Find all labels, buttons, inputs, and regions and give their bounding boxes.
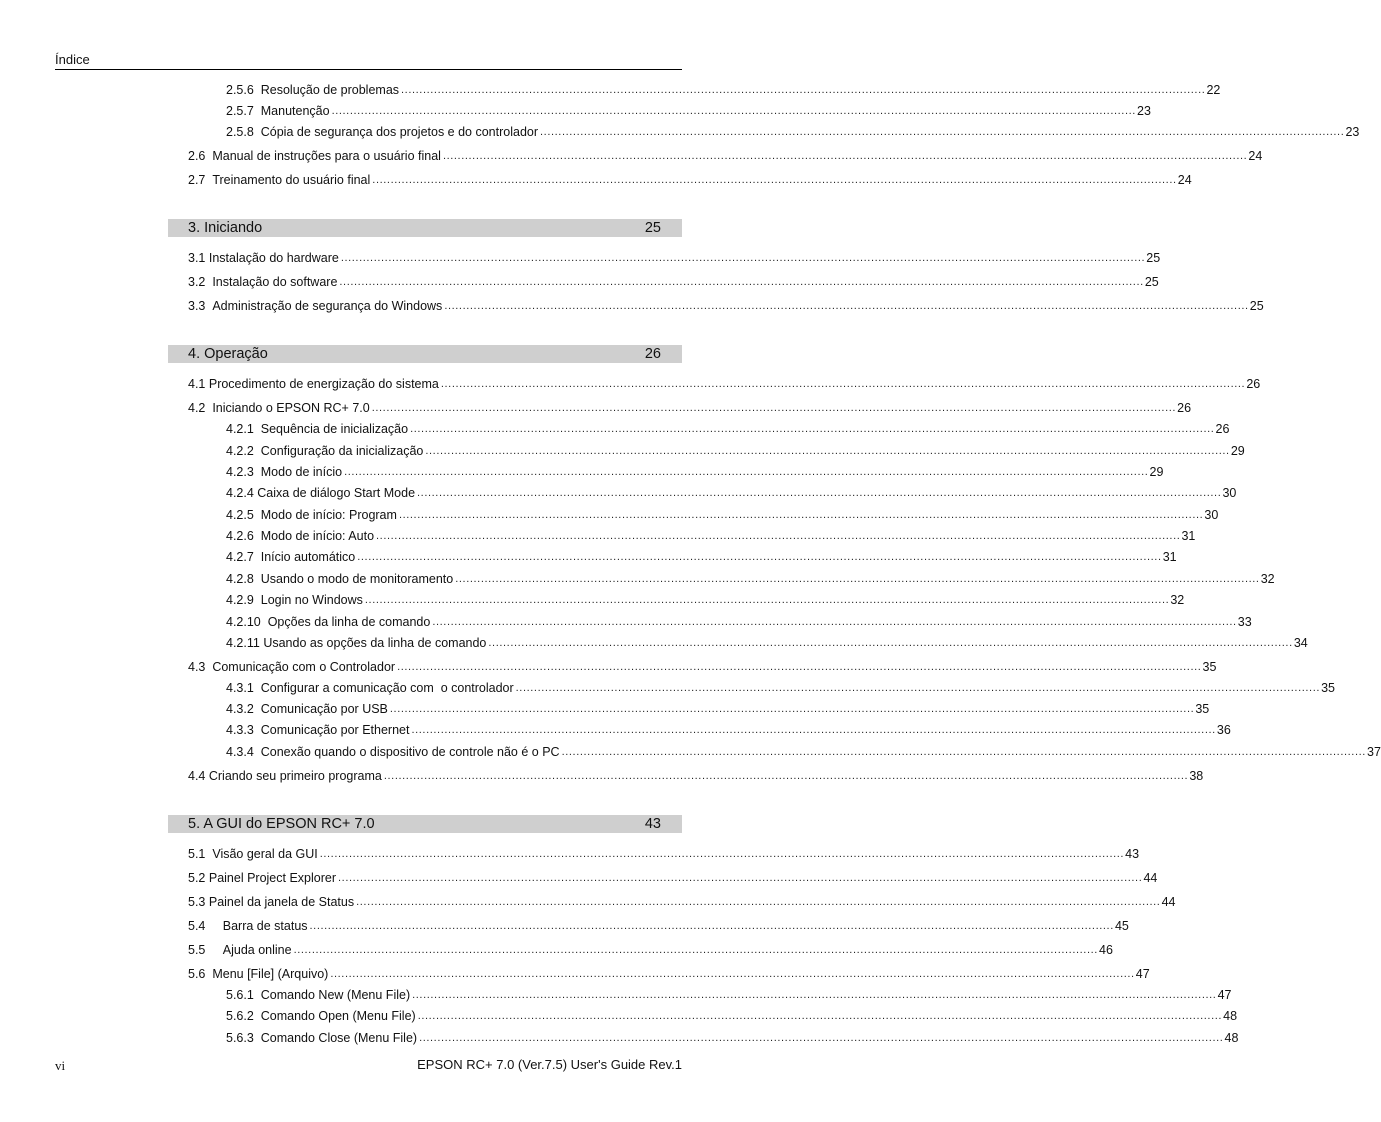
toc-entry-title: Usando as opções da linha de comando bbox=[263, 636, 487, 650]
section-heading bbox=[168, 219, 682, 237]
toc-entry-title: Comunicação por Ethernet bbox=[260, 723, 410, 737]
toc-entry bbox=[226, 419, 1230, 437]
toc-entry-page: 34 bbox=[1293, 636, 1308, 650]
toc-entry-number: 4.3 bbox=[188, 660, 213, 674]
toc-entry-page: 32 bbox=[1170, 593, 1185, 607]
toc-entry-number: 4.2.11 bbox=[226, 636, 264, 650]
toc-entry bbox=[226, 590, 1185, 608]
toc-entry bbox=[188, 146, 1263, 164]
toc-entry-number: 4.3.4 bbox=[226, 745, 261, 759]
toc-entry-page: 48 bbox=[1224, 1031, 1239, 1045]
toc-entry-page: 24 bbox=[1177, 173, 1192, 187]
toc-entry-title: Usando o modo de monitoramento bbox=[260, 572, 454, 586]
toc-entry-title: Configuração da inicialização bbox=[260, 444, 424, 458]
toc-entry-number: 5.6 bbox=[188, 967, 213, 981]
toc-entry bbox=[188, 916, 1129, 934]
toc-entry-title: Iniciando o EPSON RC+ 7.0 bbox=[212, 401, 370, 415]
toc-entry bbox=[226, 462, 1164, 480]
section-heading bbox=[168, 815, 682, 833]
toc-entry-title: Manual de instruções para o usuário final bbox=[212, 149, 441, 163]
toc-entry-number: 4.2.5 bbox=[226, 508, 261, 522]
toc-entry-number: 4.2.2 bbox=[226, 444, 261, 458]
toc-entry-title: Administração de segurança do Windows bbox=[212, 299, 443, 313]
toc-dot-leader: ............................................................................................................................................................................................................................ bbox=[401, 84, 1206, 96]
toc-entry-number: 5.2 bbox=[188, 871, 209, 885]
toc-entry-page: 43 bbox=[1125, 847, 1140, 861]
toc-dot-leader: ............................................................................................................................................................................................................................ bbox=[356, 896, 1161, 908]
toc-dot-leader: ............................................................................................................................................................................................................................ bbox=[371, 402, 1177, 414]
toc-entry-page: 26 bbox=[1246, 377, 1261, 391]
toc-dot-leader: ............................................................................................................................................................................................................................ bbox=[488, 637, 1293, 649]
toc-entry-title: Caixa de diálogo Start Mode bbox=[257, 486, 416, 500]
toc-entry-title: Resolução de problemas bbox=[260, 83, 400, 97]
toc-dot-leader: ............................................................................................................................................................................................................................ bbox=[364, 594, 1170, 606]
footer-page-number: vi bbox=[55, 1058, 66, 1073]
toc-entry bbox=[188, 374, 1261, 392]
toc-entry bbox=[226, 699, 1210, 717]
toc-dot-leader: ............................................................................................................................................................................................................................ bbox=[344, 466, 1149, 478]
toc-entry-page: 31 bbox=[1181, 529, 1196, 543]
toc-entry-title: Visão geral da GUI bbox=[212, 847, 318, 861]
toc-entry-number: 5.3 bbox=[188, 895, 209, 909]
toc-entry bbox=[226, 547, 1177, 565]
toc-entry-page: 26 bbox=[1177, 401, 1192, 415]
toc-entry bbox=[188, 844, 1140, 862]
toc-dot-leader: ............................................................................................................................................................................................................................ bbox=[561, 746, 1366, 758]
toc-entry-page: 30 bbox=[1204, 508, 1219, 522]
toc-entry-number: 5.1 bbox=[188, 847, 213, 861]
toc-entry bbox=[188, 272, 1159, 290]
toc-entry-number: 4.2.9 bbox=[226, 593, 261, 607]
toc-entry-title: Treinamento do usuário final bbox=[212, 173, 371, 187]
toc-dot-leader: ............................................................................................................................................................................................................................ bbox=[293, 944, 1098, 956]
toc-entry-title: Modo de início: Auto bbox=[260, 529, 375, 543]
toc-entry-title: Início automático bbox=[260, 550, 356, 564]
toc-entry-page: 45 bbox=[1114, 919, 1129, 933]
toc-entry-number: 2.5.6 bbox=[226, 83, 261, 97]
page-header-title: Índice bbox=[55, 52, 90, 67]
toc-dot-leader: ............................................................................................................................................................................................................................ bbox=[330, 968, 1135, 980]
toc-dot-leader: ............................................................................................................................................................................................................................ bbox=[339, 276, 1144, 288]
toc-entry bbox=[188, 398, 1192, 416]
toc-entry-page: 48 bbox=[1223, 1009, 1238, 1023]
toc-entry-title: Instalação do hardware bbox=[208, 251, 339, 265]
toc-dot-leader: ............................................................................................................................................................................................................................ bbox=[338, 872, 1143, 884]
toc-entry-number: 5.6.1 bbox=[226, 988, 261, 1002]
toc-entry-title: Comando Close (Menu File) bbox=[260, 1031, 418, 1045]
toc-dot-leader: ............................................................................................................................................................................................................................ bbox=[376, 530, 1181, 542]
toc-entry-page: 25 bbox=[1146, 251, 1161, 265]
toc-entry-page: 30 bbox=[1222, 486, 1237, 500]
toc-entry-number: 4.3.3 bbox=[226, 723, 261, 737]
toc-dot-leader: ............................................................................................................................................................................................................................ bbox=[383, 770, 1189, 782]
toc-dot-leader: ............................................................................................................................................................................................................................ bbox=[319, 848, 1125, 860]
toc-dot-leader: ............................................................................................................................................................................................................................ bbox=[397, 661, 1202, 673]
toc-dot-leader: ............................................................................................................................................................................................................................ bbox=[442, 150, 1248, 162]
toc-entry-page: 23 bbox=[1345, 125, 1360, 139]
toc-entry-title: Comunicação com o Controlador bbox=[212, 660, 396, 674]
toc-entry-title: Cópia de segurança dos projetos e do controlador bbox=[260, 125, 539, 139]
toc-entry bbox=[226, 985, 1232, 1003]
toc-entry-title: Opções da linha de comando bbox=[267, 615, 431, 629]
toc-dot-leader: ............................................................................................................................................................................................................................ bbox=[410, 423, 1215, 435]
toc-entry-page: 31 bbox=[1162, 550, 1177, 564]
toc-entry bbox=[188, 657, 1217, 675]
toc-entry-page: 29 bbox=[1230, 444, 1245, 458]
toc-entry bbox=[226, 122, 1360, 140]
toc-entry-number: 2.5.8 bbox=[226, 125, 261, 139]
toc-entry bbox=[226, 742, 1381, 760]
toc-entry bbox=[226, 80, 1221, 98]
toc-entry-number: 3.2 bbox=[188, 275, 213, 289]
toc-entry-number: 4.2.7 bbox=[226, 550, 261, 564]
toc-entry-page: 35 bbox=[1321, 681, 1336, 695]
footer-document-title: EPSON RC+ 7.0 (Ver.7.5) User's Guide Rev.1 bbox=[417, 1057, 682, 1072]
toc-dot-leader: ............................................................................................................................................................................................................................ bbox=[419, 1032, 1224, 1044]
toc-entry bbox=[188, 296, 1264, 314]
toc-entry-title: Painel Project Explorer bbox=[208, 871, 337, 885]
toc-dot-leader: ............................................................................................................................................................................................................................ bbox=[417, 487, 1222, 499]
toc-entry-title: Instalação do software bbox=[212, 275, 338, 289]
toc-entry-number: 2.7 bbox=[188, 173, 213, 187]
toc-dot-leader: ............................................................................................................................................................................................................................ bbox=[309, 920, 1114, 932]
toc-entry-number: 3.1 bbox=[188, 251, 209, 265]
toc-dot-leader: ............................................................................................................................................................................................................................ bbox=[340, 252, 1146, 264]
toc-entry-title: Comando Open (Menu File) bbox=[260, 1009, 416, 1023]
toc-entry-number: 4.4 bbox=[188, 769, 209, 783]
toc-entry bbox=[188, 868, 1158, 886]
section-page-number: 43 bbox=[644, 816, 661, 832]
toc-entry-title: Manutenção bbox=[260, 104, 330, 118]
toc-entry-page: 33 bbox=[1237, 615, 1252, 629]
toc-dot-leader: ............................................................................................................................................................................................................................ bbox=[389, 703, 1195, 715]
toc-entry bbox=[226, 101, 1151, 119]
toc-entry-page: 44 bbox=[1161, 895, 1176, 909]
toc-entry-title: Modo de início: Program bbox=[260, 508, 397, 522]
section-title: 5. A GUI do EPSON RC+ 7.0 bbox=[188, 816, 375, 832]
toc-dot-leader: ............................................................................................................................................................................................................................ bbox=[515, 682, 1321, 694]
toc-entry-title: Login no Windows bbox=[260, 593, 363, 607]
toc-entry-number: 4.3.2 bbox=[226, 702, 261, 716]
toc-dot-leader: ............................................................................................................................................................................................................................ bbox=[417, 1010, 1223, 1022]
toc-entry-page: 32 bbox=[1260, 572, 1275, 586]
toc-entry-number: 5.6.3 bbox=[226, 1031, 261, 1045]
toc-entry-title: Modo de início bbox=[260, 465, 343, 479]
toc-entry-number: 5.4 bbox=[188, 919, 223, 933]
toc-dot-leader: ............................................................................................................................................................................................................................ bbox=[432, 616, 1237, 628]
toc-entry bbox=[226, 505, 1219, 523]
toc-entry-number: 2.5.7 bbox=[226, 104, 261, 118]
toc-entry-number: 4.1 bbox=[188, 377, 209, 391]
toc-dot-leader: ............................................................................................................................................................................................................................ bbox=[425, 445, 1230, 457]
toc-entry bbox=[226, 1028, 1239, 1046]
toc-dot-leader: ............................................................................................................................................................................................................................ bbox=[411, 724, 1216, 736]
toc-dot-leader: ............................................................................................................................................................................................................................ bbox=[357, 551, 1162, 563]
toc-entry bbox=[226, 483, 1237, 501]
toc-entry-page: 25 bbox=[1144, 275, 1159, 289]
toc-entry-number: 4.2.6 bbox=[226, 529, 261, 543]
toc-entry-title: Comunicação por USB bbox=[260, 702, 388, 716]
toc-entry-page: 23 bbox=[1137, 104, 1151, 118]
toc-entry-number: 4.2.1 bbox=[226, 422, 261, 436]
section-page-number: 26 bbox=[644, 346, 661, 362]
toc-entry-page: 47 bbox=[1135, 967, 1150, 981]
toc-entry-title: Comando New (Menu File) bbox=[260, 988, 411, 1002]
toc-entry-page: 46 bbox=[1099, 943, 1113, 957]
toc-dot-leader: ............................................................................................................................................................................................................................ bbox=[398, 509, 1204, 521]
section-title: 4. Operação bbox=[188, 346, 268, 362]
toc-entry-page: 29 bbox=[1149, 465, 1164, 479]
toc-dot-leader: ............................................................................................................................................................................................................................ bbox=[412, 989, 1217, 1001]
section-title: 3. Iniciando bbox=[188, 220, 263, 236]
toc-entry-page: 26 bbox=[1215, 422, 1230, 436]
toc-entry-number: 4.3.1 bbox=[226, 681, 261, 695]
toc-entry-number: 3.3 bbox=[188, 299, 213, 313]
toc-entry-title: Ajuda online bbox=[222, 943, 292, 957]
toc-entry bbox=[188, 940, 1113, 958]
toc-entry-title: Sequência de inicialização bbox=[260, 422, 409, 436]
toc-entry-number: 5.5 bbox=[188, 943, 223, 957]
toc-entry bbox=[188, 964, 1150, 982]
toc-entry bbox=[188, 170, 1192, 188]
toc-entry bbox=[226, 612, 1252, 630]
toc-dot-leader: ............................................................................................................................................................................................................................ bbox=[455, 573, 1260, 585]
toc-entry-number: 4.2.10 bbox=[226, 615, 268, 629]
toc-dot-leader: ............................................................................................................................................................................................................................ bbox=[444, 300, 1249, 312]
toc-entry-page: 24 bbox=[1248, 149, 1263, 163]
toc-entry-title: Painel da janela de Status bbox=[208, 895, 355, 909]
toc-entry-page: 25 bbox=[1249, 299, 1264, 313]
toc-entry-number: 4.2 bbox=[188, 401, 213, 415]
toc-entry-page: 37 bbox=[1367, 745, 1381, 759]
toc-entry-page: 47 bbox=[1217, 988, 1232, 1002]
toc-entry-number: 4.2.8 bbox=[226, 572, 261, 586]
toc-dot-leader: ............................................................................................................................................................................................................................ bbox=[331, 105, 1136, 117]
section-page-number: 25 bbox=[644, 220, 661, 236]
toc-dot-leader: ............................................................................................................................................................................................................................ bbox=[372, 174, 1177, 186]
toc-entry-page: 36 bbox=[1216, 723, 1231, 737]
toc-dot-leader: ............................................................................................................................................................................................................................ bbox=[540, 126, 1345, 138]
toc-entry bbox=[226, 720, 1231, 738]
toc-entry-title: Barra de status bbox=[222, 919, 308, 933]
toc-entry-title: Configurar a comunicação com o controlador bbox=[260, 681, 514, 695]
toc-entry-page: 44 bbox=[1143, 871, 1158, 885]
toc-entry-number: 4.2.3 bbox=[226, 465, 261, 479]
toc-entry bbox=[226, 526, 1196, 544]
toc-entry-title: Procedimento de energização do sistema bbox=[208, 377, 439, 391]
toc-entry bbox=[188, 248, 1161, 266]
toc-entry-number: 2.6 bbox=[188, 149, 213, 163]
toc-entry bbox=[226, 441, 1245, 459]
toc-entry-number: 4.2.4 bbox=[226, 486, 258, 500]
toc-entry-page: 22 bbox=[1206, 83, 1221, 97]
toc-entry-title: Menu [File] (Arquivo) bbox=[212, 967, 329, 981]
section-heading bbox=[168, 345, 682, 363]
toc-entry-title: Criando seu primeiro programa bbox=[208, 769, 382, 783]
toc-entry bbox=[188, 892, 1176, 910]
toc-entry bbox=[226, 678, 1336, 696]
toc-entry-title: Conexão quando o dispositivo de controle não é o PC bbox=[260, 745, 560, 759]
toc-entry bbox=[226, 633, 1308, 651]
toc-entry-page: 35 bbox=[1195, 702, 1210, 716]
toc-entry bbox=[226, 1006, 1238, 1024]
toc-dot-leader: ............................................................................................................................................................................................................................ bbox=[440, 378, 1246, 390]
toc-entry-page: 38 bbox=[1189, 769, 1204, 783]
toc-entry-number: 5.6.2 bbox=[226, 1009, 261, 1023]
header-divider bbox=[55, 69, 682, 70]
toc-entry-page: 35 bbox=[1202, 660, 1217, 674]
toc-entry bbox=[226, 569, 1275, 587]
toc-entry bbox=[188, 766, 1204, 784]
